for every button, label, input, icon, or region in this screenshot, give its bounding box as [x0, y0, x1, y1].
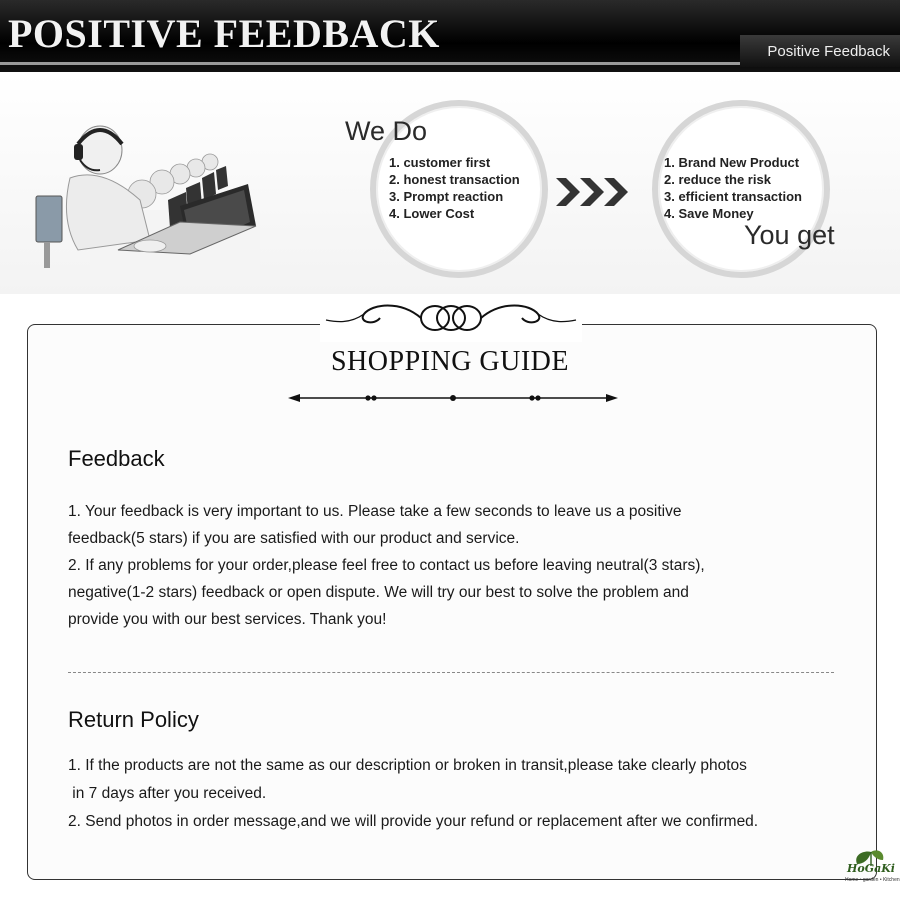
feedback-line: feedback(5 stars) if you are satisfied with our product and service.: [68, 530, 520, 547]
banner-tag-label: Positive Feedback: [767, 43, 890, 60]
feedback-line: negative(1-2 stars) feedback or open dispute. We will try our best to solve the problem and: [68, 584, 689, 601]
list-item: 1. customer first: [389, 155, 491, 170]
list-item: 4. Save Money: [664, 206, 754, 221]
list-item: 3. Prompt reaction: [389, 189, 504, 204]
banner-divider-line: [0, 62, 760, 65]
service-illustration: [0, 72, 900, 294]
banner-title: POSITIVE FEEDBACK: [8, 11, 440, 56]
feedback-heading: Feedback: [68, 446, 165, 471]
section-divider: [68, 672, 834, 673]
list-item: 2. reduce the risk: [664, 172, 771, 187]
guide-title: SHOPPING GUIDE: [330, 346, 569, 377]
title-divider-ornament: [288, 390, 618, 406]
you-get-list: [664, 154, 802, 222]
feedback-line: provide you with our best services. Thank you!: [68, 611, 387, 628]
return-policy-line: 2. Send photos in order message,and we will provide your refund or replacement after we confirmed.: [68, 813, 759, 830]
feedback-line: 2. If any problems for your order,please feel free to contact us before leaving neutral(3 stars),: [68, 557, 705, 574]
return-policy-line: 1. If the products are not the same as our description or broken in transit,please take clearly photos: [68, 757, 747, 774]
list-item: 2. honest transaction: [389, 172, 520, 187]
we-do-heading: We Do: [345, 116, 428, 146]
banner-tag: [740, 35, 900, 67]
return-policy-line: in 7 days after you received.: [68, 785, 267, 802]
hogaki-logo: [843, 848, 899, 888]
we-do-list: [389, 154, 520, 222]
customer-service-operators-illustration: [30, 110, 262, 282]
list-item: 4. Lower Cost: [389, 206, 475, 221]
top-banner: [0, 0, 900, 72]
feedback-line: 1. Your feedback is very important to us. Please take a few seconds to leave us a positive: [68, 503, 682, 520]
return-policy-heading: Return Policy: [68, 707, 199, 732]
feedback-text: [68, 498, 858, 633]
you-get-heading: You get: [744, 220, 835, 250]
flourish-ornament-icon: [320, 294, 582, 342]
triple-chevron-arrow-icon: [556, 176, 632, 208]
list-item: 1. Brand New Product: [664, 155, 800, 170]
logo-tagline: Home • garden • Kitchen: [845, 877, 900, 883]
list-item: 3. efficient transaction: [664, 189, 802, 204]
return-policy-text: [68, 752, 858, 836]
logo-name: HoGaKi: [847, 862, 895, 875]
